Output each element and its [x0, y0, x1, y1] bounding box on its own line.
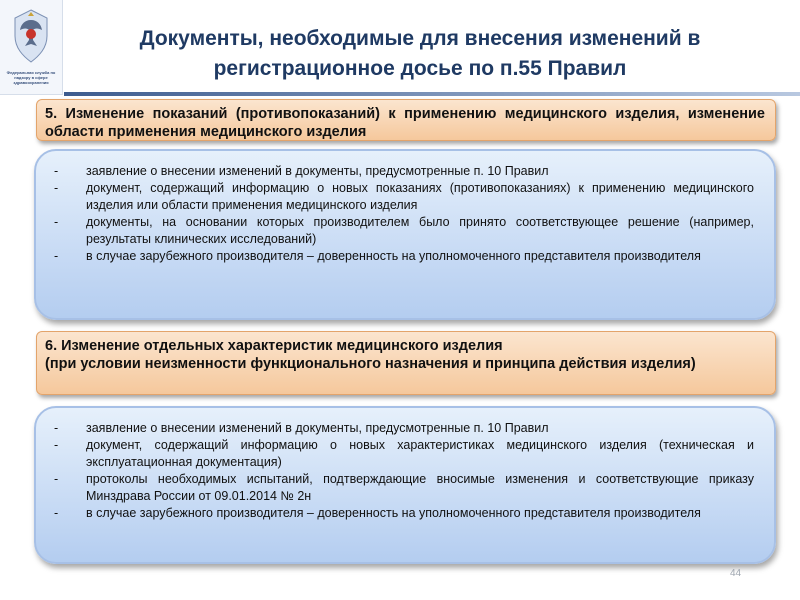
logo-caption: Федеральная служба по надзору в сфере здравоохранения — [6, 70, 56, 85]
bullet: - — [54, 506, 59, 520]
section-5-documents — [34, 149, 776, 320]
list-item-text: в случае зарубежного производителя – доверенность на уполномоченного представителя производителя — [86, 249, 701, 263]
section-5-list — [54, 163, 754, 265]
list-item-text: документы, на основании которых производителем было принято соответствующее решение (например, результаты клинических исследований) — [86, 215, 754, 246]
logo — [0, 0, 63, 95]
list-item-text: документ, содержащий информацию о новых характеристиках медицинского изделия (техническая и эксплуатационная документация) — [86, 438, 754, 469]
section-6-title: 6. Изменение отдельных характеристик медицинского изделия — [45, 338, 503, 354]
bullet: - — [54, 249, 59, 263]
list-item — [54, 471, 754, 505]
list-item — [54, 248, 754, 265]
bullet: - — [54, 438, 59, 452]
bullet: - — [54, 472, 59, 486]
emblem-icon — [7, 6, 55, 68]
list-item-text: в случае зарубежного производителя – доверенность на уполномоченного представителя производителя — [86, 506, 701, 520]
section-6-condition: (при условии неизменности функционального назначения и принципа действия изделия) — [45, 356, 696, 372]
section-5-header: 5. Изменение показаний (противопоказаний) к применению медицинского изделия, изменение области применения медицинского изделия — [36, 99, 776, 141]
section-6-header — [36, 331, 776, 395]
bullet: - — [54, 181, 59, 195]
bullet: - — [54, 215, 59, 229]
page-title: Документы, необходимые для внесения изменений в регистрационное досье по п.55 Правил — [139, 27, 701, 80]
list-item-text: протоколы необходимых испытаний, подтверждающие вносимые изменения и соответствующие приказу Минздрава России от 09.01.2014 № 2н — [86, 472, 754, 503]
list-item-text: заявление о внесении изменений в документы, предусмотренные п. 10 Правил — [86, 164, 549, 178]
list-item-text: документ, содержащий информацию о новых показаниях (противопоказаниях) к применению медицинского изделия или области применения медицинского изделия — [86, 181, 754, 212]
list-item — [54, 420, 754, 437]
list-item — [54, 180, 754, 214]
section-6-documents — [34, 406, 776, 564]
list-item-text: заявление о внесении изменений в документы, предусмотренные п. 10 Правил — [86, 421, 549, 435]
section-6-list — [54, 420, 754, 522]
title-underline — [64, 92, 800, 96]
bullet: - — [54, 421, 59, 435]
list-item — [54, 214, 754, 248]
bullet: - — [54, 164, 59, 178]
list-item — [54, 163, 754, 180]
list-item — [54, 437, 754, 471]
page-number: 44 — [730, 568, 742, 579]
list-item — [54, 505, 754, 522]
